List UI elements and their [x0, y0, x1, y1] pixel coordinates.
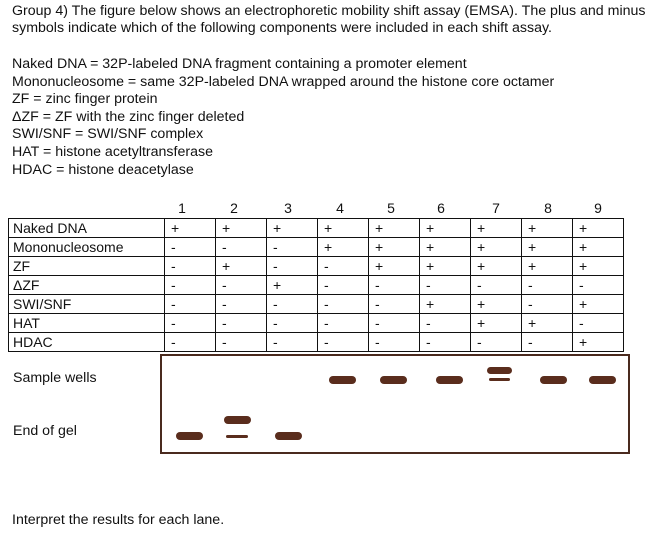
condition-cell-lane-9: -: [573, 276, 624, 295]
definition-mononucleosome: Mononucleosome = same 32P-labeled DNA wrapped around the histone core octamer: [12, 73, 555, 90]
condition-cell-lane-5: +: [369, 219, 420, 238]
condition-label: ZF: [9, 257, 165, 276]
condition-cell-lane-4: -: [318, 295, 369, 314]
condition-cell-lane-5: -: [369, 314, 420, 333]
condition-cell-lane-9: +: [573, 219, 624, 238]
condition-cell-lane-4: -: [318, 257, 369, 276]
definition-swi-snf: SWI/SNF = SWI/SNF complex: [12, 126, 204, 143]
condition-cell-lane-7: +: [471, 219, 522, 238]
condition-label: Mononucleosome: [9, 238, 165, 257]
definition-naked-dna: Naked DNA = 32P-labeled DNA fragment containing a promoter element: [12, 56, 467, 72]
condition-label: HDAC: [9, 333, 165, 352]
gel-box: [160, 354, 630, 454]
condition-row: [9, 314, 624, 333]
condition-row: [9, 238, 624, 257]
condition-row: [9, 276, 624, 295]
end-of-gel-label: End of gel: [13, 423, 77, 439]
condition-cell-lane-2: -: [216, 276, 267, 295]
lane-number-7: 7: [492, 200, 500, 216]
lane-9-band-top: [589, 376, 616, 384]
definition-zf: ZF = zinc finger protein: [12, 91, 158, 108]
lane-number-2: 2: [230, 200, 238, 216]
condition-cell-lane-5: -: [369, 295, 420, 314]
condition-cell-lane-4: -: [318, 276, 369, 295]
condition-cell-lane-7: -: [471, 276, 522, 295]
condition-cell-lane-4: -: [318, 314, 369, 333]
lane-5-band-top: [380, 376, 407, 384]
condition-cell-lane-3: -: [267, 238, 318, 257]
condition-cell-lane-5: -: [369, 276, 420, 295]
condition-cell-lane-9: +: [573, 238, 624, 257]
lane-number-5: 5: [387, 200, 395, 216]
condition-label: HAT: [9, 314, 165, 333]
condition-cell-lane-3: +: [267, 276, 318, 295]
definition-hat: HAT = histone acetyltransferase: [12, 143, 213, 160]
condition-row: [9, 333, 624, 352]
lane-6-band-top: [436, 376, 463, 384]
condition-cell-lane-2: +: [216, 257, 267, 276]
condition-label: Naked DNA: [9, 219, 165, 238]
lane-1-band-bottom: [176, 432, 203, 440]
condition-cell-lane-8: -: [522, 295, 573, 314]
condition-cell-lane-8: +: [522, 314, 573, 333]
definition-delta-zf: ΔZF = ZF with the zinc finger deleted: [12, 108, 245, 125]
condition-row: [9, 295, 624, 314]
condition-cell-lane-4: -: [318, 333, 369, 352]
lane-number-6: 6: [437, 200, 445, 216]
condition-cell-lane-3: -: [267, 257, 318, 276]
lane-7-band-upper: [487, 367, 512, 374]
definitions-list: [12, 56, 554, 179]
conditions-table: [8, 218, 624, 352]
condition-cell-lane-3: -: [267, 333, 318, 352]
condition-cell-lane-6: +: [420, 257, 471, 276]
condition-cell-lane-9: -: [573, 314, 624, 333]
condition-cell-lane-6: +: [420, 238, 471, 257]
condition-cell-lane-1: -: [165, 276, 216, 295]
lane-numbers-row: [0, 200, 667, 218]
condition-cell-lane-1: -: [165, 238, 216, 257]
condition-cell-lane-2: -: [216, 333, 267, 352]
lane-3-band-bottom: [275, 432, 302, 440]
condition-cell-lane-2: -: [216, 295, 267, 314]
lane-number-9: 9: [594, 200, 602, 216]
condition-cell-lane-2: -: [216, 314, 267, 333]
sample-wells-label: Sample wells: [13, 370, 97, 386]
lane-2-band-upper: [224, 416, 251, 424]
condition-cell-lane-1: -: [165, 314, 216, 333]
condition-cell-lane-1: -: [165, 257, 216, 276]
condition-cell-lane-7: +: [471, 238, 522, 257]
lane-4-band-top: [329, 376, 356, 384]
condition-cell-lane-7: +: [471, 314, 522, 333]
condition-cell-lane-5: +: [369, 238, 420, 257]
condition-cell-lane-2: -: [216, 238, 267, 257]
condition-cell-lane-3: +: [267, 219, 318, 238]
condition-cell-lane-3: -: [267, 314, 318, 333]
condition-cell-lane-4: +: [318, 238, 369, 257]
condition-cell-lane-6: +: [420, 295, 471, 314]
condition-cell-lane-8: -: [522, 333, 573, 352]
lane-number-8: 8: [544, 200, 552, 216]
condition-cell-lane-8: +: [522, 238, 573, 257]
condition-cell-lane-1: -: [165, 295, 216, 314]
question-intro: Group 4) The figure below shows an electrophoretic mobility shift assay (EMSA). The plus and minus symbols indicate which of the following components were included in each shift assay.: [12, 3, 646, 36]
condition-cell-lane-7: +: [471, 295, 522, 314]
condition-cell-lane-6: -: [420, 276, 471, 295]
condition-cell-lane-6: +: [420, 219, 471, 238]
condition-cell-lane-8: +: [522, 219, 573, 238]
definition-hdac: HDAC = histone deacetylase: [12, 161, 194, 178]
condition-cell-lane-5: -: [369, 333, 420, 352]
condition-cell-lane-8: -: [522, 276, 573, 295]
condition-row: [9, 219, 624, 238]
lane-number-1: 1: [178, 200, 186, 216]
condition-cell-lane-3: -: [267, 295, 318, 314]
lane-8-band-top: [540, 376, 567, 384]
condition-cell-lane-7: -: [471, 333, 522, 352]
condition-cell-lane-6: -: [420, 314, 471, 333]
condition-cell-lane-1: -: [165, 333, 216, 352]
lane-7-band-lower: [489, 378, 510, 381]
lane-number-3: 3: [284, 200, 292, 216]
condition-cell-lane-1: +: [165, 219, 216, 238]
condition-label: ΔZF: [9, 276, 165, 295]
condition-cell-lane-9: +: [573, 333, 624, 352]
condition-label: SWI/SNF: [9, 295, 165, 314]
condition-cell-lane-9: +: [573, 295, 624, 314]
lane-number-4: 4: [336, 200, 344, 216]
condition-cell-lane-7: +: [471, 257, 522, 276]
condition-row: [9, 257, 624, 276]
question-prompt: Interpret the results for each lane.: [12, 512, 225, 528]
lane-2-band-lower: [226, 435, 248, 438]
condition-cell-lane-5: +: [369, 257, 420, 276]
condition-cell-lane-2: +: [216, 219, 267, 238]
condition-cell-lane-6: -: [420, 333, 471, 352]
condition-cell-lane-8: +: [522, 257, 573, 276]
condition-cell-lane-9: +: [573, 257, 624, 276]
condition-cell-lane-4: +: [318, 219, 369, 238]
